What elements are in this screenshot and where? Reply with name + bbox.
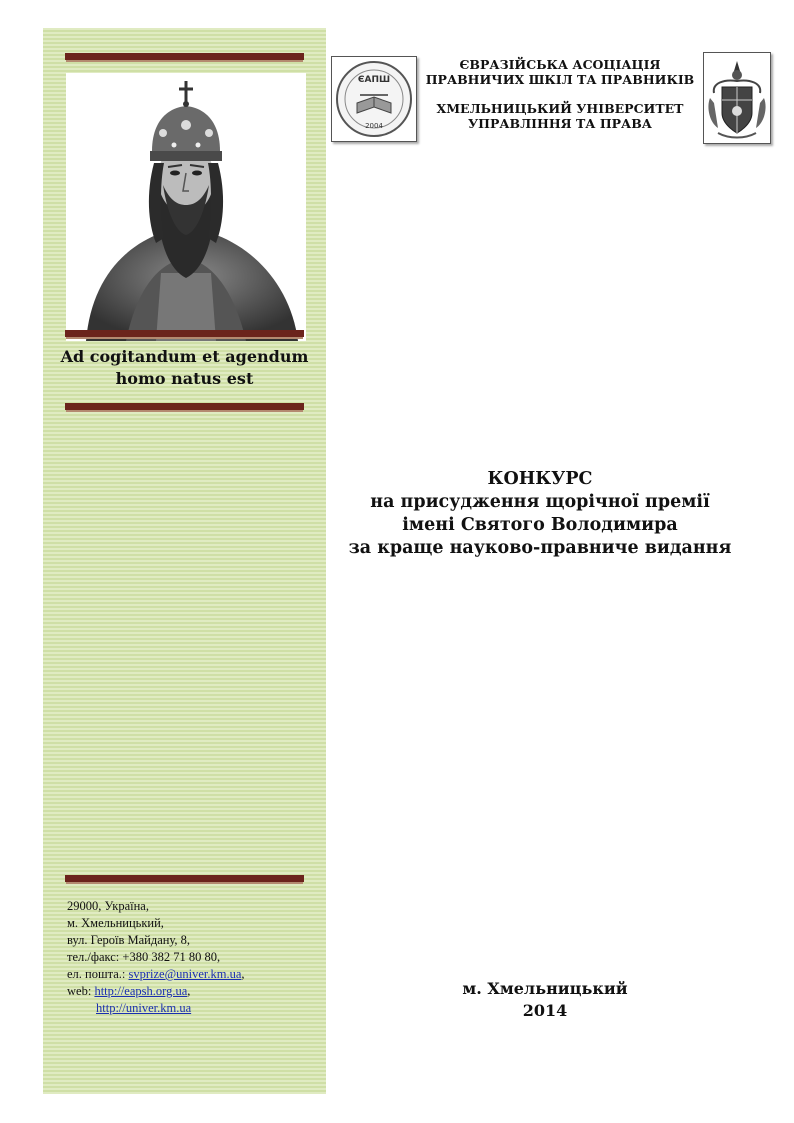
org-line: ЄВРАЗІЙСЬКА АСОЦІАЦІЯ (459, 57, 661, 72)
divider (65, 53, 304, 60)
address-line: 29000, Україна, (67, 899, 149, 913)
org-line: ПРАВНИЧИХ ШКІЛ ТА ПРАВНИКІВ (425, 72, 695, 87)
title-line: на присудження щорічної премії (370, 492, 710, 512)
web-link-univer[interactable]: http://univer.km.ua (96, 1001, 192, 1015)
divider (65, 875, 304, 882)
motto (43, 346, 326, 390)
place-and-year (420, 978, 670, 1022)
org-line: ХМЕЛЬНИЦЬКИЙ УНІВЕРСИТЕТ (436, 101, 684, 116)
email-row: ел. пошта.: svprize@univer.km.ua, (67, 967, 245, 981)
divider (65, 330, 304, 337)
title-line: імені Святого Володимира (402, 515, 678, 535)
address-line: вул. Героїв Майдану, 8, (67, 933, 191, 947)
email-link[interactable]: svprize@univer.km.ua (128, 967, 242, 981)
logo-year: 2004 (365, 122, 383, 130)
org-line: УПРАВЛІННЯ ТА ПРАВА (468, 116, 652, 131)
association-logo (331, 56, 417, 142)
address-line: м. Хмельницький, (67, 916, 164, 930)
contest-title (330, 468, 750, 560)
motto-line: homo natus est (115, 369, 254, 388)
web-link-eapsh[interactable]: http://eapsh.org.ua (94, 984, 188, 998)
contact-address (67, 898, 317, 1017)
org-association-name (420, 57, 700, 87)
divider (65, 403, 304, 410)
title-line: за краще науково-правниче видання (348, 538, 732, 558)
university-coat-of-arms (703, 52, 771, 144)
title-line: КОНКУРС (487, 469, 593, 489)
web-label: web: (67, 984, 95, 998)
web-row (67, 1000, 317, 1017)
sidebar-panel (43, 28, 326, 1094)
motto-line: Ad cogitandum et agendum (60, 347, 309, 366)
year: 2014 (522, 1001, 568, 1020)
phone-fax: тел./факс: +380 382 71 80 80, (67, 950, 221, 964)
logo-acronym: ЄАПШ (357, 75, 391, 85)
portrait-saint-volodymyr (66, 73, 306, 341)
org-university-name (420, 101, 700, 131)
email-label: ел. пошта.: (67, 967, 129, 981)
city: м. Хмельницький (462, 979, 628, 998)
web-row: web: http://eapsh.org.ua, (67, 984, 191, 998)
